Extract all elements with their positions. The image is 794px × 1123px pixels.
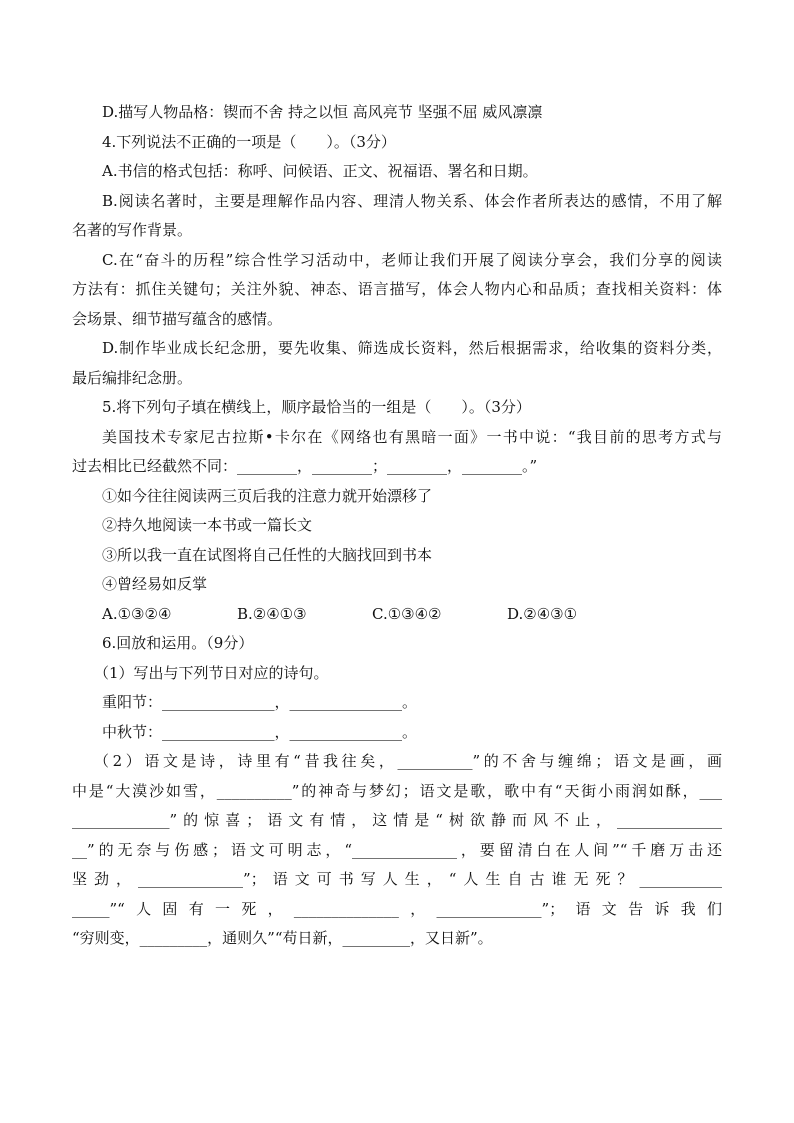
q4-option-d-line1: D.制作毕业成长纪念册，要先收集、筛选成长资料，然后根据需求，给收集的资料分类，	[102, 339, 722, 357]
question-6: 6.回放和运用。（9分）	[102, 634, 254, 652]
q4-option-b-line1: B.阅读名著时，主要是理解作品内容、理清人物关系、体会作者所表达的感情，不用了解	[102, 191, 722, 210]
q6-zhongqiu: 中秋节：_______________，_______________。	[102, 722, 418, 741]
q4-option-c-line3: 会场景、细节描写蕴含的感情。	[72, 309, 283, 328]
q5-sentence-4: ④曾经易如反掌	[102, 575, 208, 593]
q4-option-c-line2: 方法有：抓住关键句；关注外貌、神态、语言描写，体会人物内心和品质；查找相关资料：体	[72, 280, 722, 298]
question-4: 4.下列说法不正确的一项是（ ）。（3分）	[102, 132, 396, 151]
q6-part2-line2: 中是“大漠沙如雪，__________”的神奇与梦幻；语文是歌，歌中有“天街小雨润如酥，___	[72, 781, 722, 800]
question-5: 5.将下列句子填在横线上，顺序最恰当的一组是（ ）。（3分）	[102, 398, 531, 416]
q4-option-c-line1: C.在“奋斗的历程”综合性学习活动中，老师让我们开展了阅读分享会，我们分享的阅读	[102, 250, 722, 269]
q4-option-b-line2: 名著的写作背景。	[72, 221, 193, 239]
q5-option-d: D.②④③①	[507, 604, 578, 623]
q6-part2-line6: _____”“人固有一死，______________，______________”；语文告诉我们	[72, 899, 722, 918]
document-page	[72, 98, 722, 954]
option-d-q3: D.描写人物品格：锲而不舍 持之以恒 高风亮节 坚强不屈 威风凛凛	[102, 103, 543, 121]
q5-option-b: B.②④①③	[237, 604, 307, 623]
q6-chongyang: 重阳节：_______________，_______________。	[102, 693, 418, 711]
q5-options	[72, 600, 722, 630]
q5-sentence-1: ①如今往往阅读两三页后我的注意力就开始漂移了	[102, 486, 433, 505]
q5-option-c: C.①③④②	[372, 604, 442, 623]
q5-option-a: A.①③②④	[102, 604, 172, 623]
q5-sentence-2: ②持久地阅读一本书或一篇长文	[102, 516, 313, 534]
q5-passage-line1: 美国技术专家尼古拉斯•卡尔在《网络也有黑暗一面》一书中说：“我目前的思考方式与	[102, 427, 722, 446]
q4-option-d-line2: 最后编排纪念册。	[72, 368, 193, 387]
q6-part2-line4: __”的无奈与伤感；语文可明志，“______________，要留清白在人间”“千磨万击还	[72, 840, 722, 859]
q5-passage-line2: 过去相比已经截然不同：________，________；________，________。”	[72, 457, 538, 475]
q6-part2-line7: “穷则变，_________，通则久”“苟日新，_________，又日新”。	[72, 929, 493, 947]
q6-part2-line3: _____________”的惊喜；语文有情，这情是“树欲静而风不止，______________	[72, 811, 722, 829]
q6-part2-line1: （2）语文是诗，诗里有“昔我往矣，__________”的不舍与缠绵；语文是画，画	[94, 752, 722, 770]
q4-option-a: A.书信的格式包括：称呼、问候语、正文、祝福语、署名和日期。	[102, 162, 538, 180]
q5-sentence-3: ③所以我一直在试图将自己任性的大脑找回到书本	[102, 545, 433, 564]
q6-part1: （1）写出与下列节日对应的诗句。	[94, 663, 329, 682]
q6-part2-line5: 坚劲，______________”；语文可书写人生，“人生自古谁无死？___________	[72, 870, 722, 888]
